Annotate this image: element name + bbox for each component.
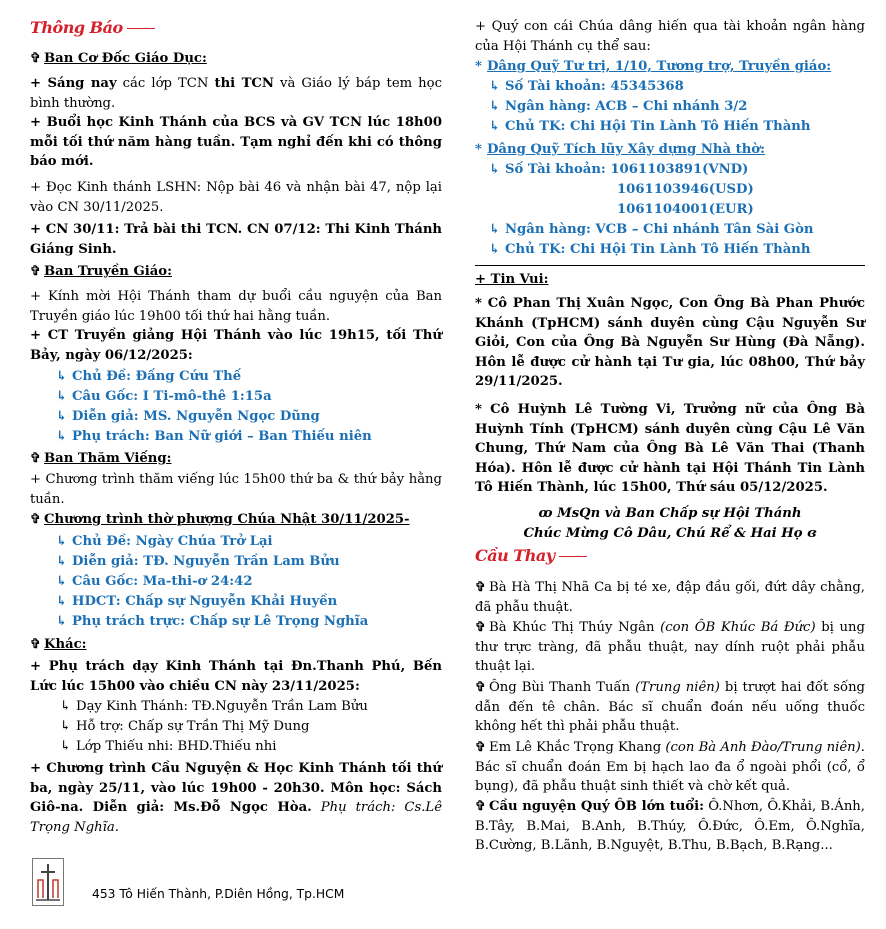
arrow-icon: ↳ [60,719,72,734]
para-3: + Đọc Kinh thánh LSHN: Nộp bài 46 và nhận bài 47, nộp lại vào CN 30/11/2025. [30,180,442,215]
fund-2-bank: ↳ Ngân hàng: VCB – Chi nhánh Tân Sài Gòn [489,220,813,240]
list-item: ↳ Diễn giả: MS. Nguyễn Ngọc Dũng [56,407,320,427]
divider [475,265,865,266]
prayer-4: ✞ Em Lê Khắc Trọng Khang (con Bà Anh Đào/Trung niên). Bác sĩ chuẩn đoán Em bị hạch lao đa ổ ngoài phổi (cổ, ổ bụng), đã phẫu thuật sinh thiết và chờ kết quả. [475,740,865,794]
list-item: ↳ Phụ trách: Ban Nữ giới – Ban Thiếu niên [56,427,372,447]
prayer-5: ✞ Cầu nguyện Quý ÔB lớn tuổi: Ô.Nhơn, Ô.Khải, B.Ánh, B.Tây, B.Mai, B.Anh, B.Thúy, Ô.Đức, Ô.Em, Ô.Nghĩa, B.Cường, B.Lãnh, B.Nguyệt, B.Thu, B.Bạch, B.Rạng... [475,799,865,853]
arrow-icon: ↳ [56,534,68,549]
arrow-icon: ↳ [60,739,72,754]
arrow-icon: ↳ [489,162,501,177]
notice-header: Thông Báo [30,18,155,37]
donation-intro: + Quý con cái Chúa dâng hiến qua tài khoản ngân hàng của Hội Thánh cụ thể sau: [475,19,865,54]
arrow-icon: ↳ [60,699,72,714]
flourish-icon: ꝏ [538,506,558,521]
para-7: + Chương trình thăm viếng lúc 15h00 thứ ba & thứ bảy hằng tuần. [30,472,442,507]
fund-1-bank: ↳ Ngân hàng: ACB – Chi nhánh 3/2 [489,97,747,117]
arrow-icon: ↳ [56,409,68,424]
list-item: ↳ Hỗ trợ: Chấp sự Trần Thị Mỹ Dung [60,717,309,737]
arrow-icon: ↳ [56,614,68,629]
prayer-3: ✞ Ông Bùi Thanh Tuấn (Trung niên) bị trượt hai đốt sống dẫn đến tê chân. Bác sĩ chuẩn đoán nếu uống thuốc không hết thì phải phẫu thuật. [475,680,865,734]
list-item: ↳ Câu Gốc: Ma-thi-ơ 24:42 [56,572,253,592]
prayer-header: Cầu Thay [475,546,587,565]
fund-2-account: ↳ Số Tài khoản: 1061103891(VND) [489,160,748,180]
fund-1-account: ↳ Số Tài khoản: 45345368 [489,77,684,97]
list-item: ↳ Câu Gốc: I Ti-mô-thê 1:15a [56,387,272,407]
arrow-icon: ↳ [56,574,68,589]
section-other: ✞ Khác: [30,637,87,652]
arrow-icon: ↳ [56,369,68,384]
fund-1-title: * Dâng Quỹ Tư trị, 1/10, Tương trợ, Truyền giáo: [475,59,832,74]
section-evangelism: ✞ Ban Truyền Giáo: [30,264,172,279]
para-4: + CN 30/11: Trả bài thi TCN. CN 07/12: Thi Kinh Thánh Giáng Sinh. [30,222,442,257]
good-news-title: + Tin Vui: [475,272,549,287]
fund-2-owner: ↳ Chủ TK: Chi Hội Tin Lành Tô Hiến Thành [489,240,811,260]
para-2: + Buổi học Kinh Thánh của BCS và GV TCN lúc 18h00 mỗi tối thứ năm hàng tuần. Tạm nghỉ đến khi có thông báo mới. [30,115,442,169]
flourish-icon: ɞ [802,526,817,541]
list-item: ↳ HDCT: Chấp sự Nguyễn Khải Huyền [56,592,337,612]
arrow-icon: ↳ [489,79,501,94]
para-9: + Chương trình Cầu Nguyện & Học Kinh Thánh tối thứ ba, ngày 25/11, vào lúc 19h00 - 20h30. Môn học: Sách Giô-na. Diễn giả: Ms.Đỗ Ngọc Hòa. Phụ trách: Cs.Lê Trọng Nghĩa. [30,761,442,835]
list-item: ↳ Chủ Đề: Đấng Cứu Thế [56,367,241,387]
list-item: ↳ Chủ Đề: Ngày Chúa Trở Lại [56,532,273,552]
church-address: 453 Tô Hiến Thành, P.Diên Hồng, Tp.HCM [92,887,345,901]
list-item: ↳ Lớp Thiếu nhi: BHD.Thiếu nhi [60,737,276,757]
wish-line-1: ꝏ MsQn và Ban Chấp sự Hội Thánh [538,506,802,521]
para-5: + Kính mời Hội Thánh tham dự buổi cầu nguyện của Ban Truyền giáo lúc 19h00 tối thứ hai hằng tuần. [30,289,442,324]
fund-1-owner: ↳ Chủ TK: Chi Hội Tin Lành Tô Hiến Thành [489,117,811,137]
list-item: ↳ Dạy Kinh Thánh: TĐ.Nguyễn Trần Lam Bửu [60,697,368,717]
prayer-2: ✞ Bà Khúc Thị Thúy Ngân (con ÔB Khúc Bá Đức) bị ung thư trực tràng, đã phẫu thuật, nay dính ruột phải phẫu thuật lại. [475,620,865,674]
arrow-icon: ↳ [489,99,501,114]
section-worship: ✞ Chương trình thờ phượng Chúa Nhật 30/11/2025- [30,512,410,527]
section-christian-education: ✞ Ban Cơ Đốc Giáo Dục: [30,51,207,66]
list-item: ↳ Diễn giả: TĐ. Nguyễn Trần Lam Bửu [56,552,340,572]
arrow-icon: ↳ [56,594,68,609]
footer [30,858,450,908]
news-2: * Cô Huỳnh Lê Tường Vi, Trưởng nữ của Ông Bà Huỳnh Tính (TpHCM) sánh duyên cùng Cậu Lê Văn Chung, Thứ Nam của Ông Bà Lê Văn Thai (Thanh Hóa). Hôn lễ được cử hành tại Hội Thánh Tin Lành Tô Hiến Thành, lúc 15h00, Thứ sáu 05/12/2025. [475,402,865,495]
arrow-icon: ↳ [489,242,501,257]
fund-2-account-usd: 1061103946(USD) [617,182,754,197]
news-1: * Cô Phan Thị Xuân Ngọc, Con Ông Bà Phan Phước Khánh (TpHCM) sánh duyên cùng Cậu Nguyễn Sư Giỏi, Con của Ông Bà Nguyễn Sư Hùng (Đà Nẵng). Hôn lễ được cử hành tại Tư gia, lúc 08h00, Thứ bảy 29/11/2025. [475,296,865,389]
church-logo-icon [32,858,64,906]
para-1: + Sáng nay các lớp TCN thi TCN và Giáo lý báp tem học bình thường. [30,76,443,111]
wish-line-2: Chúc Mừng Cô Dâu, Chú Rể & Hai Họ ɞ [523,526,817,541]
arrow-icon: ↳ [56,389,68,404]
fund-2-account-eur: 1061104001(EUR) [617,202,754,217]
fund-2-title: * Dâng Quỹ Tích lũy Xây dựng Nhà thờ: [475,142,765,157]
arrow-icon: ↳ [56,429,68,444]
para-6: + CT Truyền giảng Hội Thánh vào lúc 19h15, tối Thứ Bảy, ngày 06/12/2025: [30,328,442,363]
arrow-icon: ↳ [489,222,501,237]
para-8: + Phụ trách dạy Kinh Thánh tại Đn.Thanh Phú, Bến Lức lúc 15h00 vào chiều CN này 23/11/2025: [30,659,442,694]
list-item: ↳ Phụ trách trực: Chấp sự Lê Trọng Nghĩa [56,612,368,632]
arrow-icon: ↳ [489,119,501,134]
arrow-icon: ↳ [56,554,68,569]
prayer-1: ✞ Bà Hà Thị Nhã Ca bị té xe, đập đầu gối, đứt dây chằng, đã phẫu thuật. [475,580,865,615]
section-visitation: ✞ Ban Thăm Viếng: [30,451,172,466]
